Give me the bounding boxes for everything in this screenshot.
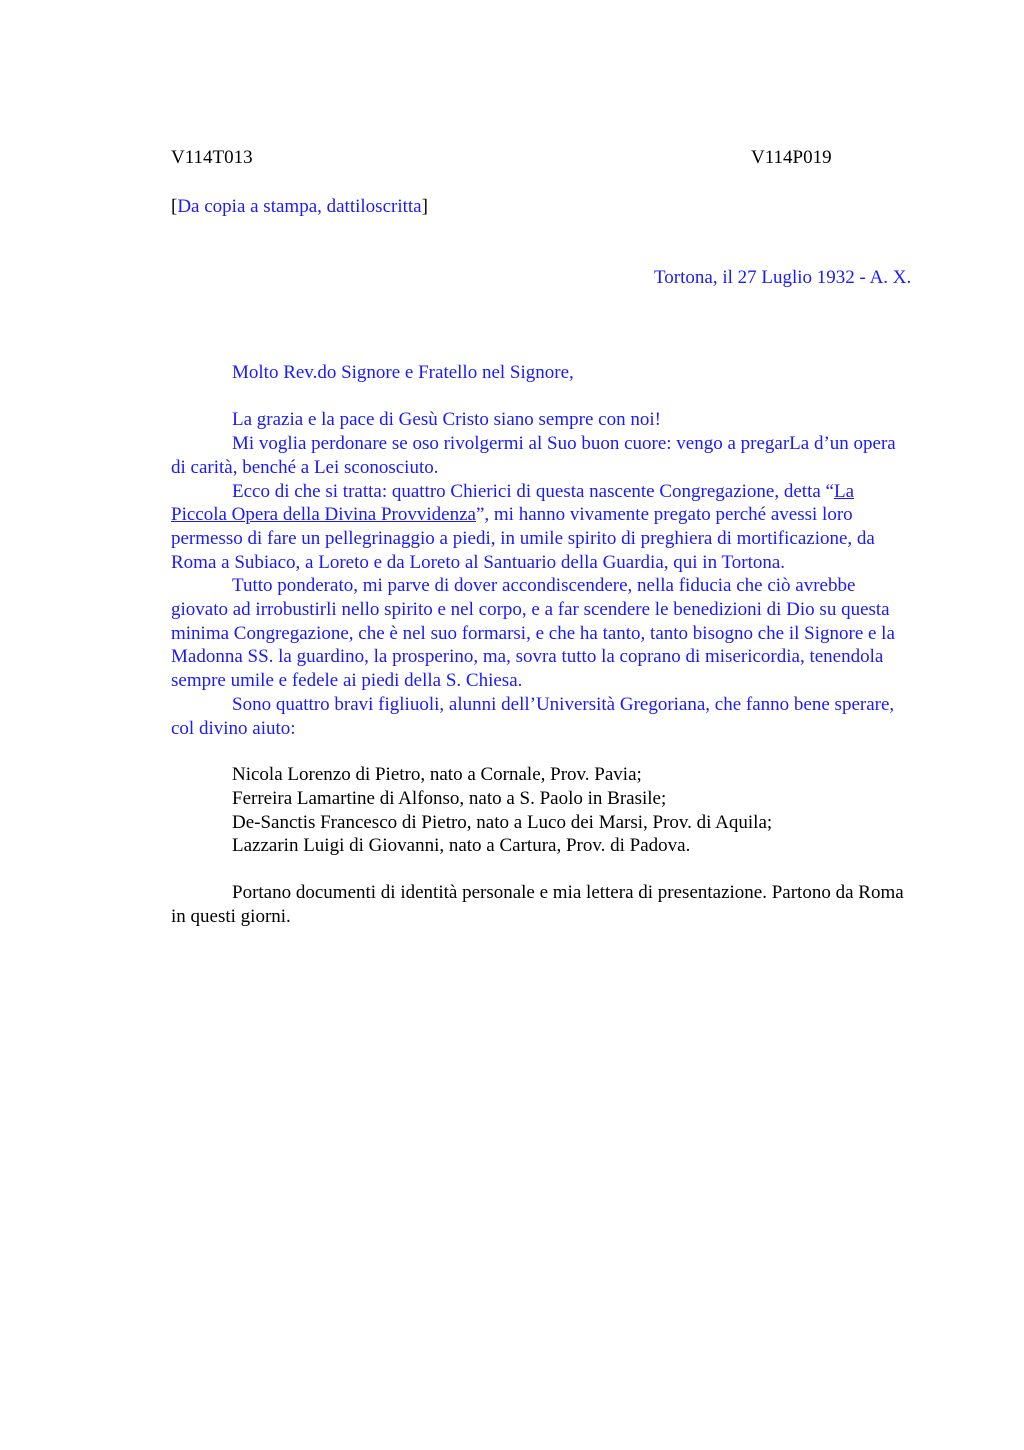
document-code-right: V114P019	[751, 147, 832, 168]
paragraph-3: Tutto ponderato, mi parve di dover accondiscendere, nella fiducia che ciò avrebbe giovato ad irrobustirli nello spirito e nel corpo, e a far scendere le benedizioni di Dio su questa minima Congregazione, che è nel suo formarsi, e che ha tanto, tanto bisogno che il Signore e la Madonna SS. la guardino, la prosperino, ma, sovra tutto la coprano di misericordia, tenendola sempre umile e fedele ai piedi della S. Chiesa.	[171, 575, 895, 692]
paragraph-2	[171, 480, 913, 575]
list-item: Lazzarin Luigi di Giovanni, nato a Cartura, Prov. di Padova.	[232, 835, 691, 857]
source-note	[171, 195, 428, 219]
paragraph-2-before: Ecco di che si tratta: quattro Chierici di questa nascente Congregazione, detta “	[232, 480, 834, 502]
spacer	[171, 385, 913, 409]
document-code-left: V114T013	[171, 147, 253, 168]
closing-paragraph: Portano documenti di identità personale e mia lettera di presentazione. Partono da Roma in questi giorni.	[171, 882, 904, 927]
source-note-text: Da copia a stampa, dattiloscritta	[177, 196, 422, 217]
list-item: Nicola Lorenzo di Pietro, nato a Cornale, Prov. Pavia;	[232, 764, 642, 786]
list-item: De-Sanctis Francesco di Pietro, nato a Luco dei Marsi, Prov. di Aquila;	[232, 811, 773, 833]
letter-body	[171, 361, 913, 928]
list-item: Ferreira Lamartine di Alfonso, nato a S. Paolo in Brasile;	[232, 787, 667, 809]
spacer	[171, 858, 913, 881]
names-list	[171, 763, 913, 858]
source-note-open-bracket: [	[171, 196, 178, 217]
salutation: Molto Rev.do Signore e Fratello nel Signore,	[232, 362, 574, 383]
source-note-close-bracket: ]	[421, 196, 428, 217]
paragraph-2-after: ”, mi hanno vivamente pregato perché avessi loro permesso di fare un pellegrinaggio a piedi, in umile spirito di preghiera di mortificazione, da Roma a Subiaco, a Loreto e da Loreto al Santuario della Guardia, qui in Tortona.	[171, 504, 875, 573]
congregation-name-link[interactable]: La Piccola Opera della Divina Provvidenza	[171, 480, 855, 526]
greeting: La grazia e la pace di Gesù Cristo siano sempre con noi!	[232, 409, 661, 431]
paragraph-4: Sono quattro bravi figliuoli, alunni dell’Università Gregoriana, che fanno bene sperare, col divino aiuto:	[171, 693, 895, 739]
spacer	[171, 740, 913, 763]
paragraph-1: Mi voglia perdonare se oso rivolgermi al Suo buon cuore: vengo a pregarLa d’un opera di carità, benché a Lei sconosciuto.	[171, 433, 896, 478]
date-line: Tortona, il 27 Luglio 1932 - A. X.	[654, 267, 912, 288]
